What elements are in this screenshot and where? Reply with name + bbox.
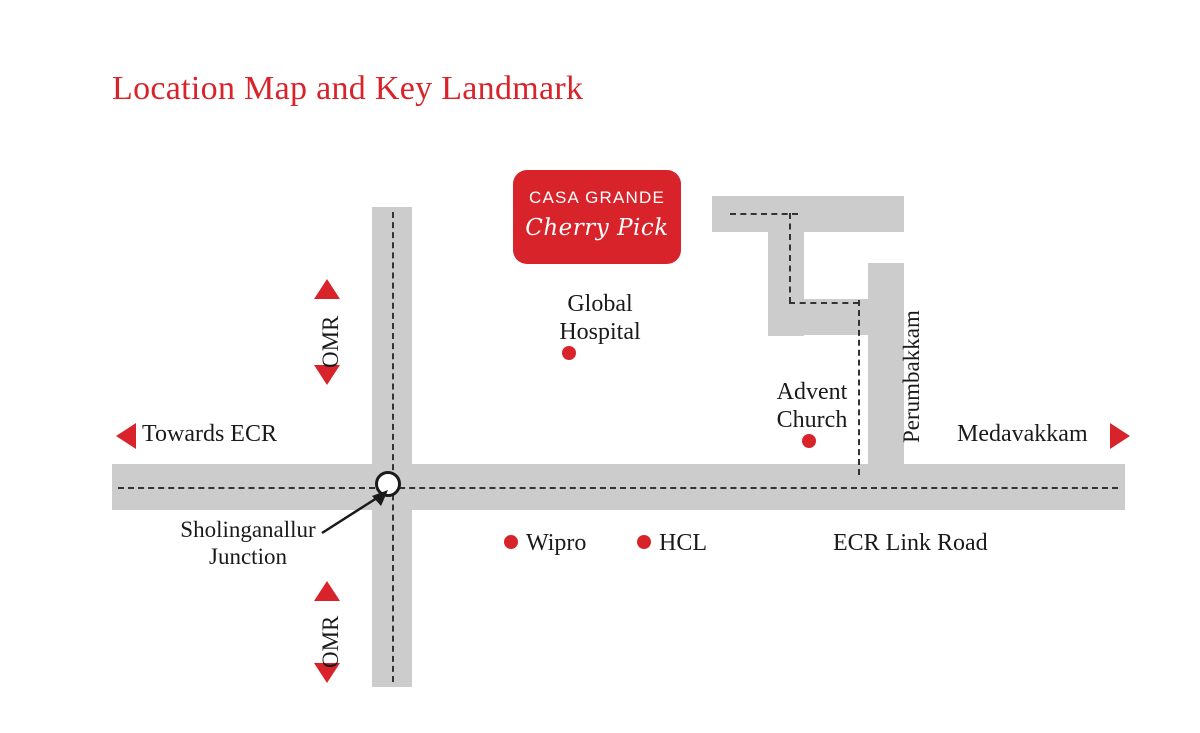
dashed-centerline-ecr	[118, 487, 1118, 489]
dashed-centerline-omr	[392, 212, 394, 682]
omr-north-up-arrow-icon	[314, 279, 340, 299]
landmark-hcl-dot-icon	[637, 535, 651, 549]
casa-grande-cherry-pick-logo	[513, 170, 681, 264]
landmark-global-hospital-dot-icon	[562, 346, 576, 360]
towards-ecr-arrow-icon	[116, 423, 136, 449]
page-title: Location Map and Key Landmark	[112, 70, 584, 107]
landmark-global-hospital-line2: Hospital	[559, 319, 641, 346]
landmark-advent-church-line2: Church	[776, 407, 848, 434]
landmark-wipro-dot-icon	[504, 535, 518, 549]
label-ecr-link-road: ECR Link Road	[833, 530, 988, 556]
medavakkam-arrow-icon	[1110, 423, 1130, 449]
landmark-advent-church-dot-icon	[802, 434, 816, 448]
dashed-centerline-perumbakkam-mid	[789, 213, 791, 303]
junction-callout-line2: Junction	[209, 544, 287, 570]
label-omr-south: OMR	[318, 615, 343, 668]
landmark-global-hospital-label	[530, 290, 670, 347]
landmark-wipro-label: Wipro	[526, 530, 587, 556]
dashed-centerline-perumbakkam-lower	[789, 302, 859, 304]
label-perumbakkam: Perumbakkam	[899, 310, 924, 443]
label-medavakkam: Medavakkam	[957, 421, 1088, 447]
landmark-advent-church-label	[737, 378, 887, 435]
label-towards-ecr: Towards ECR	[142, 421, 277, 447]
road-perumbakkam-lower-segment	[768, 299, 904, 335]
logo-brand-name: CASA GRANDE	[528, 188, 665, 207]
omr-north-down-arrow-icon	[314, 365, 340, 385]
logo-project-name: Cherry Pick	[525, 215, 669, 241]
landmark-hcl-label: HCL	[659, 530, 707, 556]
dashed-centerline-perumbakkam-top	[730, 213, 798, 215]
landmark-global-hospital-line1: Global	[567, 291, 633, 317]
omr-south-up-arrow-icon	[314, 581, 340, 601]
junction-callout-arrow-icon	[320, 490, 390, 535]
landmark-advent-church-line1: Advent	[776, 379, 848, 405]
junction-callout-line1: Sholinganallur	[180, 517, 316, 542]
junction-callout-label	[168, 516, 328, 570]
label-omr-north: OMR	[318, 315, 343, 368]
